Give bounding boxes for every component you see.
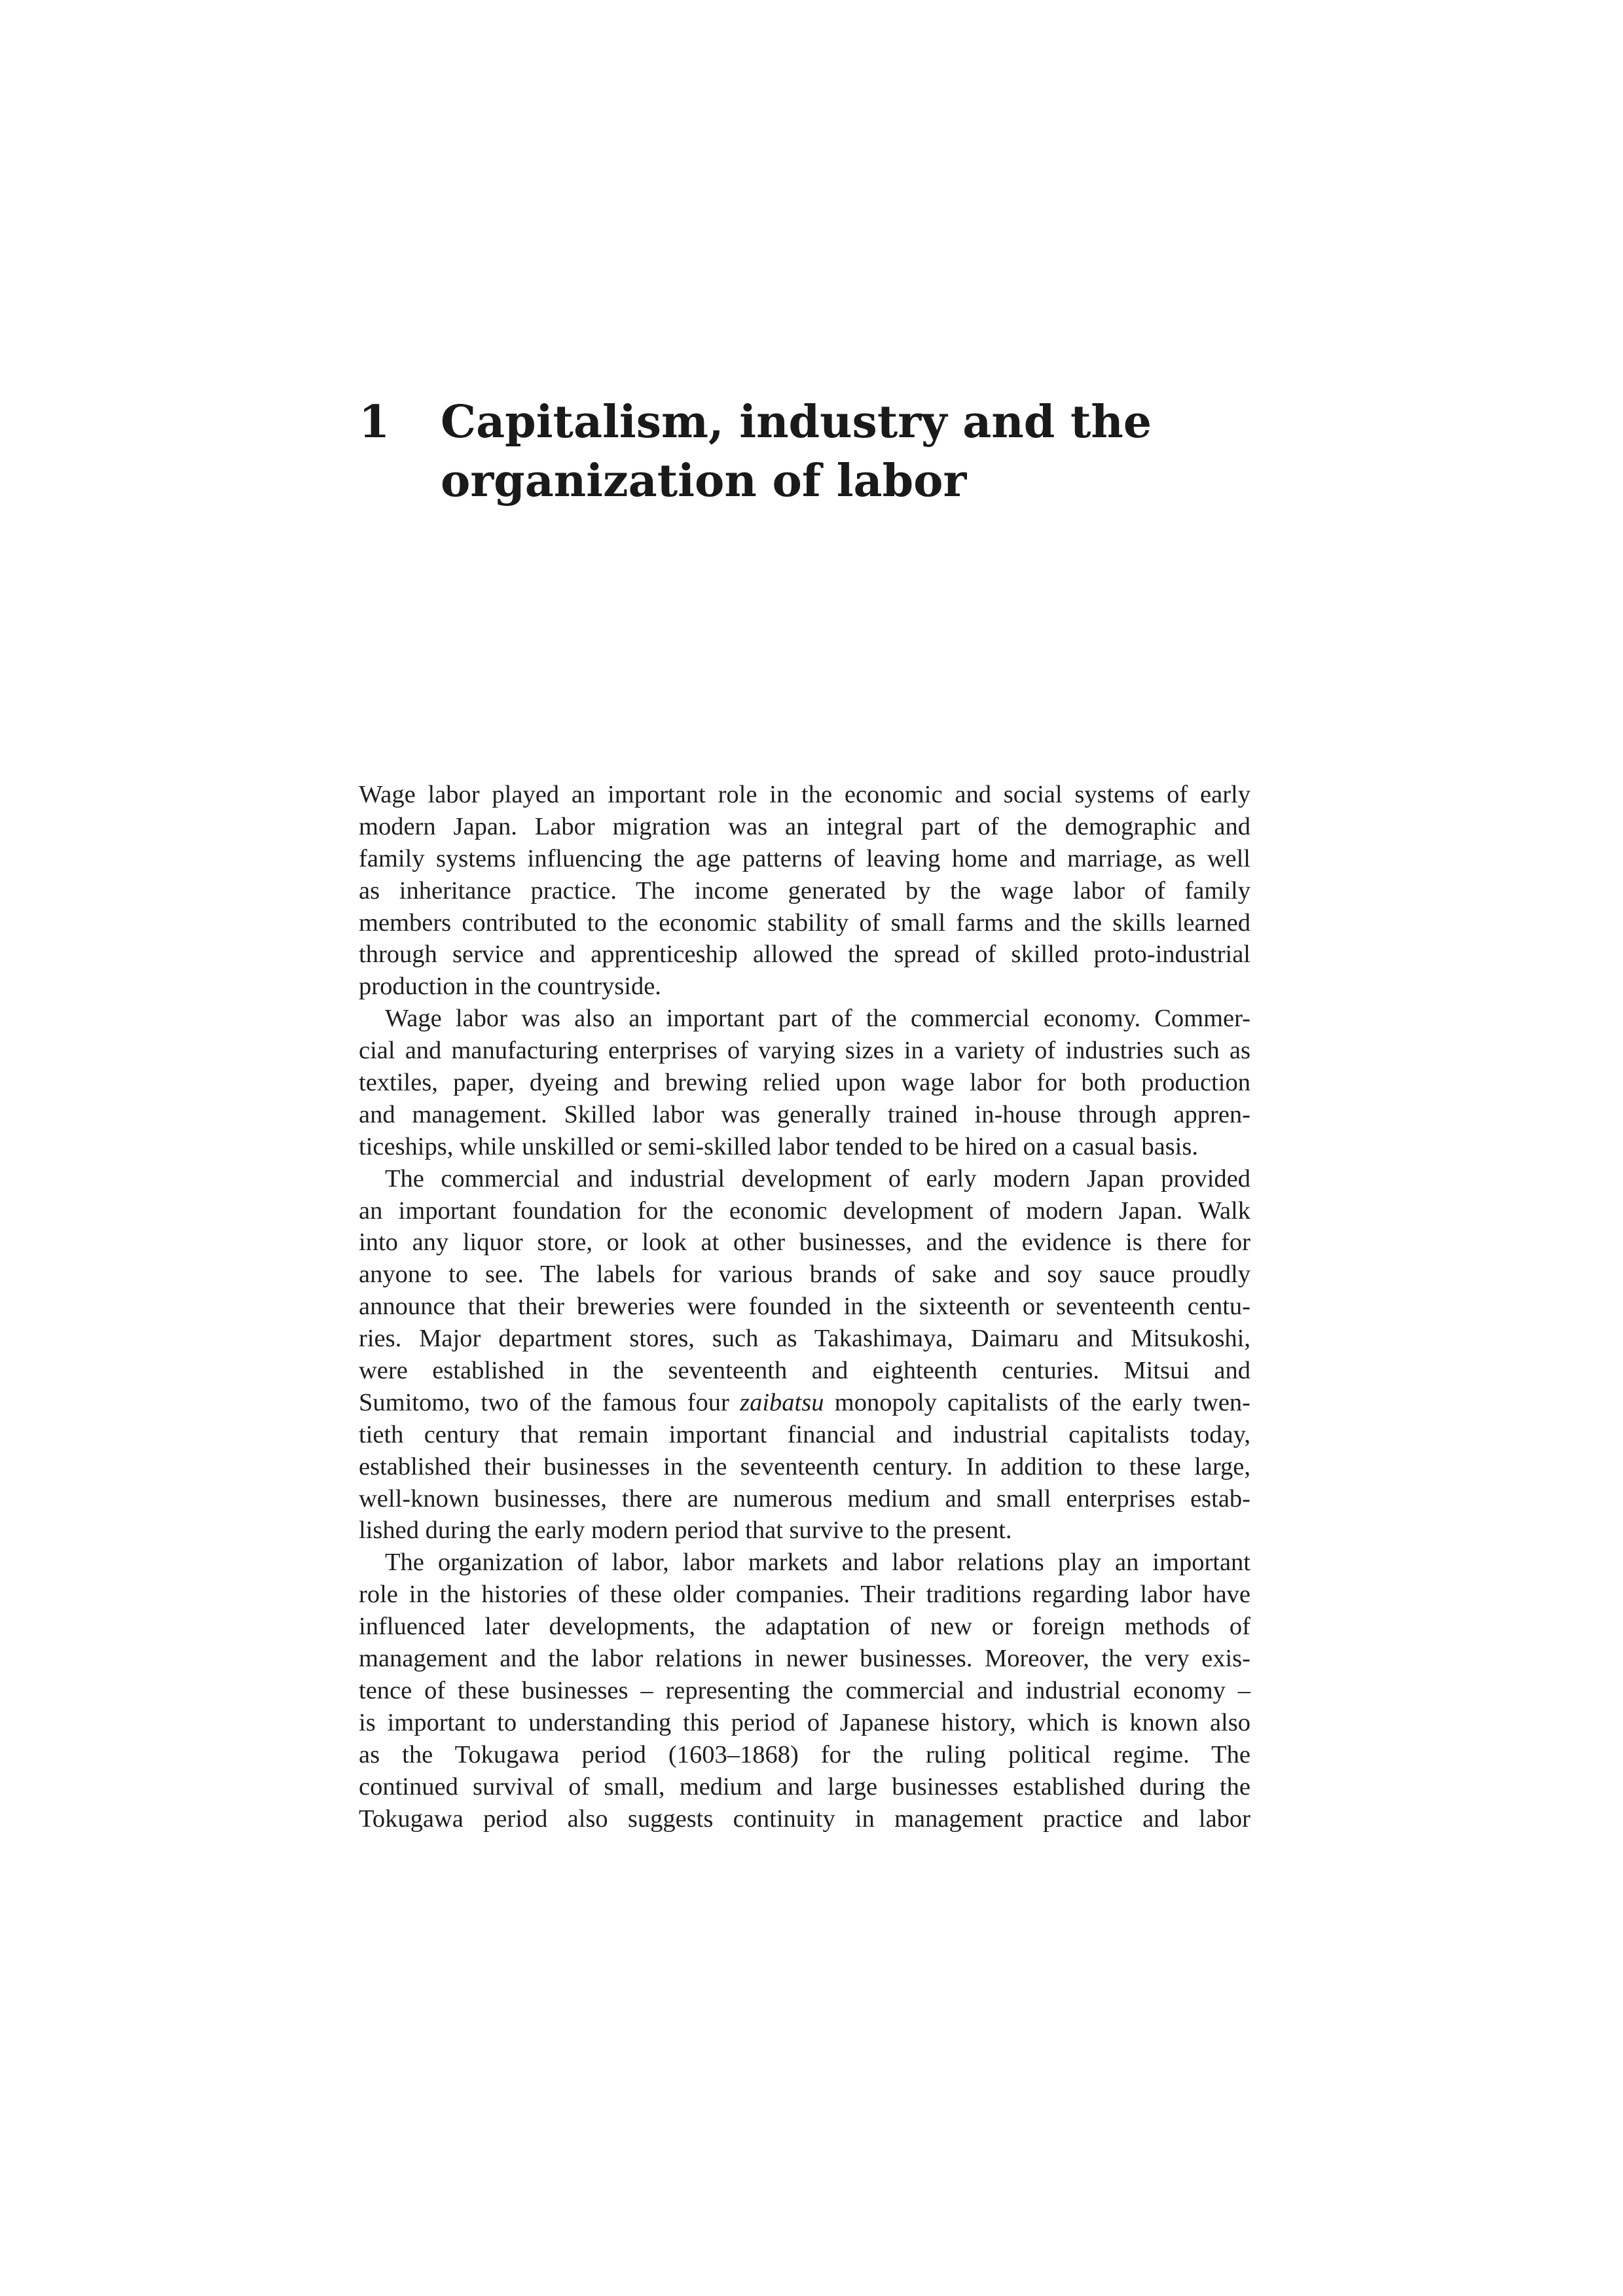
text-line: into any liquor store, or look at other businesses, and the evidence is there for [359,1229,1250,1257]
text-line: through service and apprenticeship allowed the spread of skilled proto-industrial [359,941,1250,969]
text-line: an important foundation for the economic development of modern Japan. Walk [359,1196,1250,1225]
body-text [359,779,1250,1835]
text-fragment: Sumitomo, two of the famous four [359,1388,740,1416]
text-line: were established in the seventeenth and eighteenth centuries. Mitsui and [359,1357,1250,1385]
paragraph-4 [359,1547,1250,1835]
paragraph-2 [359,1003,1250,1162]
text-line: role in the histories of these older companies. Their traditions regarding labor have [359,1581,1250,1609]
text-line: management and the labor relations in newer businesses. Moreover, the very exis- [359,1645,1250,1673]
text-line: tieth century that remain important financial and industrial capitalists today, [359,1420,1250,1448]
text-line: announce that their breweries were founded in the sixteenth or seventeenth centu- [359,1293,1250,1321]
text-line: as inheritance practice. The income generated by the wage labor of family [359,876,1250,905]
text-line-with-term [359,1387,1250,1419]
text-line: Wage labor was also an important part of the commercial economy. Commer- [385,1005,1250,1033]
text-line: production in the countryside. [359,973,661,1001]
text-line: ries. Major department stores, such as Takashimaya, Daimaru and Mitsukoshi, [359,1325,1250,1353]
text-line: Tokugawa period also suggests continuity in management practice and labor [359,1804,1250,1833]
text-line: influenced later developments, the adaptation of new or foreign methods of [359,1613,1250,1641]
chapter-title-line-1: Capitalism, industry and the [441,396,1152,448]
chapter-number: 1 [359,396,390,448]
text-line: The organization of labor, labor markets and labor relations play an important [385,1549,1250,1577]
text-line: cial and manufacturing enterprises of varying sizes in a variety of industries such as [359,1037,1250,1065]
text-line: textiles, paper, dyeing and brewing relied upon wage labor for both production [359,1069,1250,1097]
text-line: anyone to see. The labels for various brands of sake and soy sauce proudly [359,1261,1250,1289]
text-line: is important to understanding this period of Japanese history, which is known also [359,1708,1250,1736]
text-line: established their businesses in the seventeenth century. In addition to these large, [359,1452,1250,1480]
text-line: Wage labor played an important role in the economic and social systems of early [359,781,1250,808]
text-line: continued survival of small, medium and large businesses established during the [359,1772,1250,1801]
text-line: members contributed to the economic stability of small farms and the skills learned [359,908,1250,937]
italic-term: zaibatsu [740,1388,824,1416]
chapter-title [441,393,1259,511]
text-line-inner [359,1387,1250,1419]
text-line: modern Japan. Labor migration was an integral part of the demographic and [359,812,1250,840]
text-line: tence of these businesses – representing the commercial and industrial economy – [359,1676,1250,1704]
chapter-title-line-2: organization of labor [441,455,967,507]
text-line: lished during the early modern period that survive to the present. [359,1516,1012,1545]
text-line: and management. Skilled labor was generally trained in-house through appren- [359,1100,1250,1128]
paragraph-3 [359,1163,1250,1547]
text-line: family systems influencing the age patterns of leaving home and marriage, as well [359,844,1250,872]
text-line: well-known businesses, there are numerous medium and small enterprises estab- [359,1484,1250,1513]
text-line: The commercial and industrial development of early modern Japan provided [385,1164,1250,1193]
text-line: as the Tokugawa period (1603–1868) for the ruling political regime. The [359,1740,1250,1768]
text-line: ticeships, while unskilled or semi-skilled labor tended to be hired on a casual basis. [359,1132,1198,1160]
paragraph-1 [359,779,1250,1003]
chapter-heading [359,393,1275,524]
text-fragment: monopoly capitalists of the early twen- [824,1388,1250,1416]
